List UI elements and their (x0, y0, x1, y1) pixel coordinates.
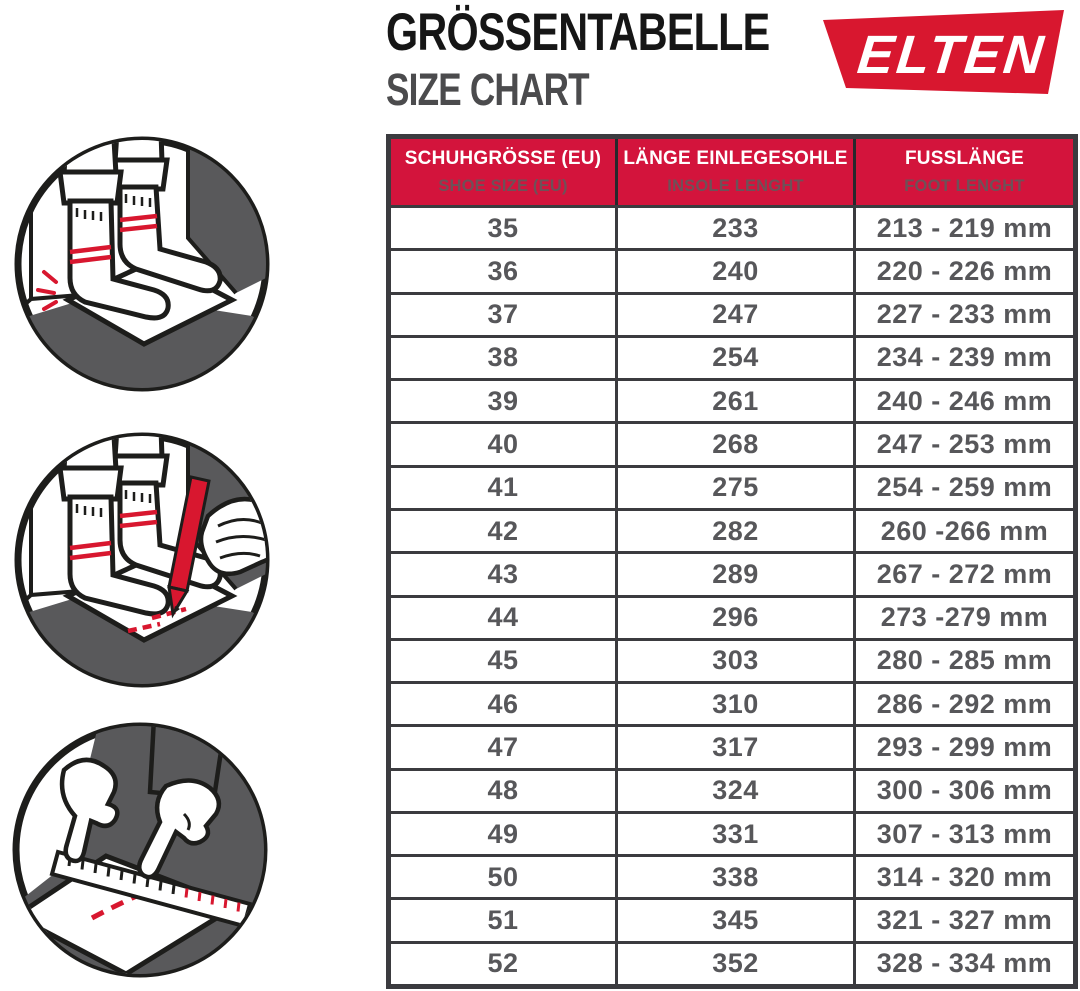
table-cell: 36 (487, 255, 519, 286)
table-cell: 247 (615, 295, 853, 335)
table-cell: 267 - 272 mm (853, 554, 1073, 594)
table-cell: 338 (615, 857, 853, 897)
table-cell: 293 - 299 mm (853, 727, 1073, 767)
table-cell: 254 (615, 338, 853, 378)
table-cell: 213 - 219 mm (853, 208, 1073, 248)
table-cell: 39 (487, 385, 519, 416)
column-header-insole-length (615, 139, 853, 205)
table-row (391, 335, 1073, 378)
table-body (391, 205, 1073, 984)
table-cell: 240 - 246 mm (853, 381, 1073, 421)
table-cell: 317 (615, 727, 853, 767)
table-cell: 47 (487, 731, 519, 762)
size-chart-table (386, 134, 1078, 989)
table-cell: 324 (615, 771, 853, 811)
elten-logo (820, 6, 1070, 102)
table-row (391, 854, 1073, 897)
table-cell: 40 (487, 429, 519, 460)
table-cell: 314 - 320 mm (853, 857, 1073, 897)
page-title (386, 3, 878, 116)
table-cell: 233 (615, 208, 853, 248)
table-row (391, 465, 1073, 508)
column-header-shoe-size (391, 139, 615, 205)
table-row (391, 205, 1073, 248)
table-row (391, 292, 1073, 335)
table-cell: 280 - 285 mm (853, 641, 1073, 681)
table-cell: 43 (487, 558, 519, 589)
table-row (391, 595, 1073, 638)
table-row (391, 811, 1073, 854)
table-row (391, 421, 1073, 464)
table-cell: 234 - 239 mm (853, 338, 1073, 378)
table-cell: 310 (615, 684, 853, 724)
table-cell: 42 (487, 515, 519, 546)
table-cell: 227 - 233 mm (853, 295, 1073, 335)
table-cell: 51 (487, 905, 519, 936)
table-cell: 220 - 226 mm (853, 251, 1073, 291)
elten-logo-graphic (820, 6, 1070, 102)
table-cell: 35 (487, 212, 519, 243)
column-header-en: INSOLE LENGHT (667, 177, 804, 195)
table-cell: 300 - 306 mm (853, 771, 1073, 811)
table-cell: 303 (615, 641, 853, 681)
mark-toe-with-pen-icon (10, 428, 274, 692)
table-cell: 328 - 334 mm (853, 944, 1073, 984)
table-row (391, 378, 1073, 421)
table-cell: 321 - 327 mm (853, 900, 1073, 940)
table-cell: 240 (615, 251, 853, 291)
hand-holding-pen (201, 499, 274, 574)
table-cell: 286 - 292 mm (853, 684, 1073, 724)
table-cell: 48 (487, 775, 519, 806)
table-cell: 307 - 313 mm (853, 814, 1073, 854)
table-cell: 261 (615, 381, 853, 421)
column-header-foot-length (853, 139, 1073, 205)
stand-heel-against-wall-icon (10, 132, 274, 396)
table-cell: 50 (487, 861, 519, 892)
table-cell: 254 - 259 mm (853, 468, 1073, 508)
table-cell: 289 (615, 554, 853, 594)
table-row (391, 508, 1073, 551)
column-header-de: FUSSLÄNGE (905, 148, 1024, 169)
table-cell: 275 (615, 468, 853, 508)
table-header-row (391, 139, 1073, 205)
table-cell: 260 -266 mm (853, 511, 1073, 551)
page-title-english: SIZE CHART (386, 64, 589, 116)
column-header-de: SCHUHGRÖSSE (EU) (404, 148, 602, 169)
column-header-en: SHOE SIZE (EU) (438, 177, 568, 195)
table-cell: 273 -279 mm (853, 598, 1073, 638)
table-row (391, 768, 1073, 811)
table-cell: 46 (487, 688, 519, 719)
measure-length-with-ruler-icon (8, 718, 272, 982)
column-header-en: FOOT LENGHT (904, 177, 1025, 195)
table-cell: 52 (487, 948, 519, 979)
table-cell: 296 (615, 598, 853, 638)
column-header-de: LÄNGE EINLEGESOHLE (623, 148, 848, 169)
table-cell: 282 (615, 511, 853, 551)
table-row (391, 638, 1073, 681)
table-cell: 49 (487, 818, 519, 849)
table-row (391, 681, 1073, 724)
table-cell: 331 (615, 814, 853, 854)
table-cell: 247 - 253 mm (853, 424, 1073, 464)
table-row (391, 897, 1073, 940)
table-cell: 45 (487, 645, 519, 676)
table-cell: 268 (615, 424, 853, 464)
logo-wordmark: ELTEN (854, 25, 1049, 85)
table-cell: 352 (615, 944, 853, 984)
table-row (391, 941, 1073, 984)
table-cell: 345 (615, 900, 853, 940)
table-row (391, 248, 1073, 291)
table-cell: 37 (487, 299, 519, 330)
table-row (391, 551, 1073, 594)
table-cell: 38 (487, 342, 519, 373)
table-cell: 44 (487, 602, 519, 633)
table-row (391, 724, 1073, 767)
table-cell: 41 (487, 472, 519, 503)
page-title-german: GRÖSSENTABELLE (386, 3, 770, 62)
